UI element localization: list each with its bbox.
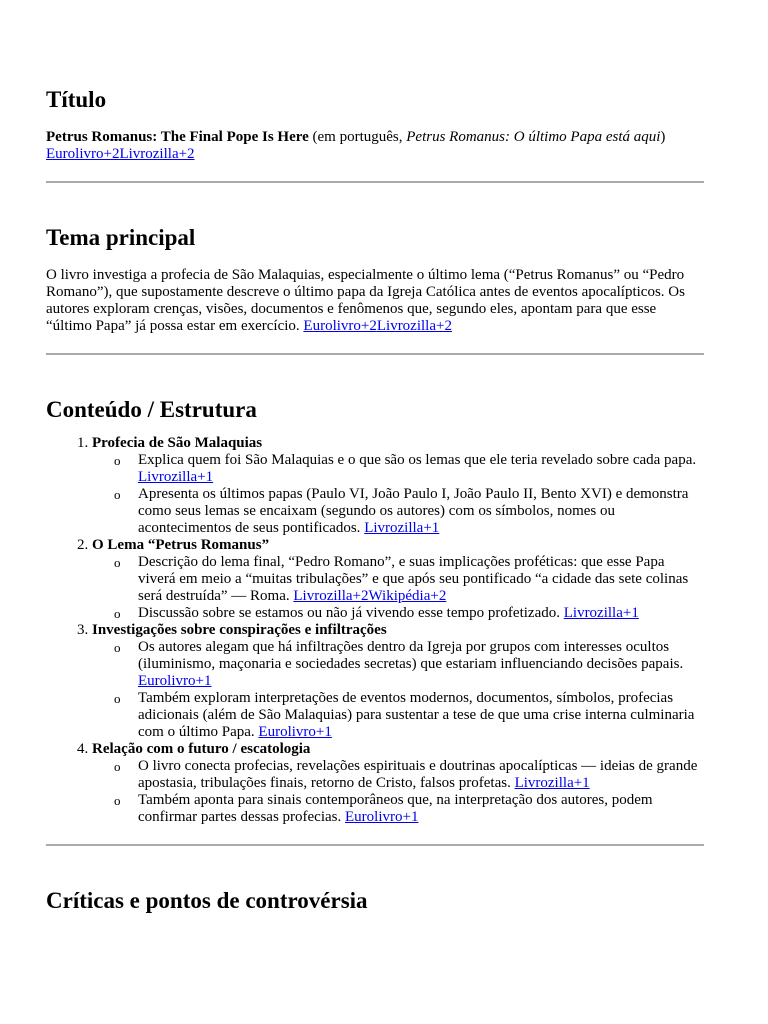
list-item: [92, 435, 704, 537]
source-link-eurolivro[interactable]: Eurolivro+1: [138, 673, 212, 689]
source-link-livrozilla[interactable]: Livrozilla+2: [293, 588, 369, 604]
source-link-livrozilla[interactable]: Livrozilla+1: [563, 605, 639, 621]
sub-item-text: Os autores alegam que há infiltrações dentro da Igreja por grupos com interesses ocultos (iluminismo, maçonaria e sociedades secretas) que estariam influenciando decisões papais.: [138, 639, 684, 672]
sub-list: [92, 452, 704, 537]
list-item-title: Profecia de São Malaquias: [92, 435, 263, 451]
source-link-livrozilla[interactable]: Livrozilla+1: [138, 469, 214, 485]
sub-list-item: [138, 792, 704, 826]
tema-text: O livro investiga a profecia de São Malaquias, especialmente o último lema (“Petrus Romanus” ou “Pedro Romano”), que supostamente descreve o último papa da Igreja Católica antes de eventos apocalípticos. Os autores exploram crenças, visões, documentos e fenômenos que, segundo eles, apontam para que esse “último Papa” já possa estar em exercício.: [46, 267, 685, 334]
sub-list-item: [138, 605, 704, 622]
sub-item-text: Discussão sobre se estamos ou não já vivendo esse tempo profetizado.: [138, 605, 564, 621]
book-title-pt: Petrus Romanus: O último Papa está aqui: [406, 129, 661, 145]
source-link-livrozilla[interactable]: Livrozilla+1: [364, 520, 440, 536]
section-heading-criticas: Críticas e pontos de controvérsia: [46, 888, 368, 913]
source-link-wikipedia[interactable]: Wikipédia+2: [368, 588, 447, 604]
sub-item-text: Explica quem foi São Malaquias e o que são os lemas que ele teria revelado sobre cada papa.: [138, 452, 697, 468]
titulo-paragraph: [46, 129, 704, 163]
source-link-livrozilla[interactable]: Livrozilla+1: [514, 775, 590, 791]
book-title-en: Petrus Romanus: The Final Pope Is Here: [46, 129, 309, 145]
sub-list-item: [138, 452, 704, 486]
list-item-title: Relação com o futuro / escatologia: [92, 741, 311, 757]
list-item: [92, 741, 704, 826]
section-heading-titulo: Título: [46, 87, 107, 112]
sub-list: [92, 554, 704, 622]
sub-list-item: [138, 690, 704, 741]
source-link-livrozilla[interactable]: Livrozilla+2: [376, 318, 452, 334]
source-link-eurolivro[interactable]: Eurolivro+1: [258, 724, 332, 740]
sub-list: [92, 639, 704, 741]
section-heading-conteudo: Conteúdo / Estrutura: [46, 397, 257, 422]
pt-close: ): [660, 129, 666, 145]
sub-list-item: [138, 486, 704, 537]
sub-item-text: Também exploram interpretações de eventos modernos, documentos, símbolos, profecias adicionais (além de São Malaquias) para sustentar a tese de que uma crise interna culminaria com o último Papa.: [138, 690, 695, 740]
section-heading-tema: Tema principal: [46, 225, 196, 250]
sub-list-item: [138, 758, 704, 792]
source-link-eurolivro[interactable]: Eurolivro+2: [46, 146, 120, 162]
source-link-livrozilla[interactable]: Livrozilla+2: [119, 146, 195, 162]
list-item: [92, 537, 704, 622]
list-item-title: Investigações sobre conspirações e infiltrações: [92, 622, 387, 638]
list-item: [92, 622, 704, 741]
sub-item-text: Também aponta para sinais contemporâneos que, na interpretação dos autores, podem confirmar partes dessas profecias.: [138, 792, 653, 825]
list-item-title: O Lema “Petrus Romanus”: [92, 537, 270, 553]
source-link-eurolivro[interactable]: Eurolivro+1: [345, 809, 419, 825]
sub-item-text: O livro conecta profecias, revelações espirituais e doutrinas apocalípticas — ideias de grande apostasia, tribulações finais, retorno de Cristo, falsos profetas.: [138, 758, 698, 791]
content-structure-list: [46, 435, 704, 826]
sub-item-text: Descrição do lema final, “Pedro Romano”, e suas implicações proféticas: que esse Papa viverá em meio a “muitas tribulações” e que após seu pontificado “a cidade das sete colinas será destruída” — Roma.: [138, 554, 689, 604]
sub-item-text: Apresenta os últimos papas (Paulo VI, João Paulo I, João Paulo II, Bento XVI) e demonstra como seus lemas se encaixam (segundo os autores) com os símbolos, nomes ou acontecimentos de seus pontificados.: [138, 486, 689, 536]
tema-paragraph: [46, 267, 704, 335]
pt-intro: (em português,: [308, 129, 407, 145]
sub-list: [92, 758, 704, 826]
source-link-eurolivro[interactable]: Eurolivro+2: [303, 318, 377, 334]
sub-list-item: [138, 554, 704, 605]
sub-list-item: [138, 639, 704, 690]
